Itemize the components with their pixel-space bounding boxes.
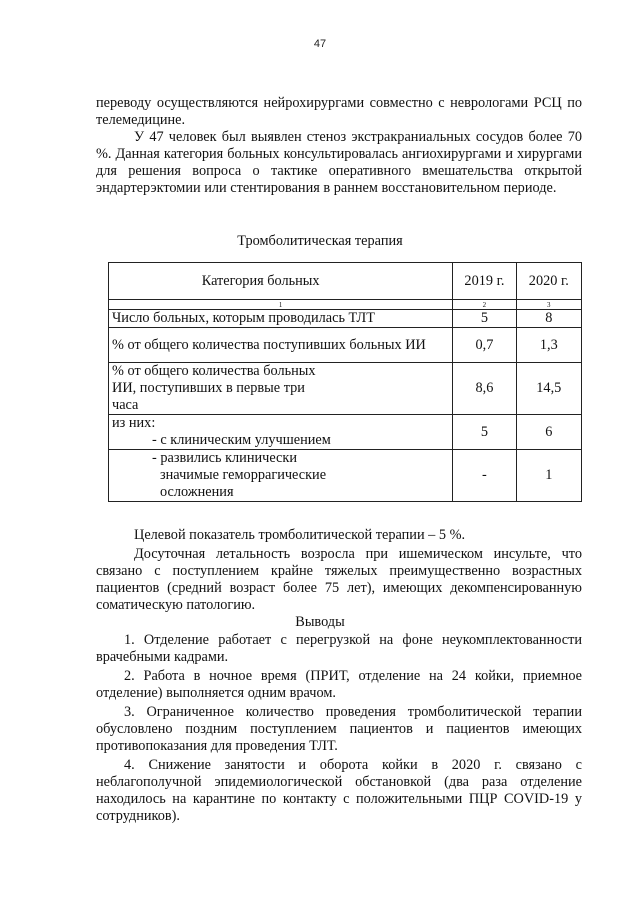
table-header-row — [109, 263, 582, 300]
row-label — [109, 363, 453, 415]
value-2019: 8,6 — [453, 363, 516, 415]
value-2020: 8 — [516, 310, 581, 328]
paragraph-mortality: Досуточная летальность возросла при ишемическом инсульте, что связано с поступлением крайне тяжелых преимущественно возрастных пациентов (средний возраст более 75 лет), имеющих декомпенсированную соматическую патологию. — [96, 546, 582, 613]
value-2020: 1 — [516, 450, 581, 502]
conclusion-item: 3. Ограниченное количество проведения тромболитической терапии обусловлено поздним поступлением пациентов и пациентов имеющих противопоказания для проведения ТЛТ. — [96, 704, 582, 754]
header-category: Категория больных — [109, 263, 453, 300]
conclusion-item: 1. Отделение работает с перегрузкой на фоне неукомплектованности врачебными кадрами. — [96, 632, 582, 665]
paragraph-stenosis: У 47 человек был выявлен стеноз экстракраниальных сосудов более 70 %. Данная категория больных консультировалась ангиохирургами и хирургами для решения вопроса о тактике оперативного вмешательства открытой эндартерэктомии или стентирования в раннем восстановительном периоде. — [96, 129, 582, 196]
table-row — [109, 310, 582, 328]
value-2019: 0,7 — [453, 328, 516, 363]
header-2020: 2020 г. — [516, 263, 581, 300]
conclusion-item: 2. Работа в ночное время (ПРИТ, отделение на 24 койки, приемное отделение) выполняется одним врачом. — [96, 668, 582, 701]
table-row — [109, 328, 582, 363]
conclusions-title: Выводы — [295, 614, 345, 630]
table-row — [109, 415, 582, 450]
row-label-line: ИИ, поступивших в первые три — [112, 380, 305, 396]
row-label — [109, 415, 453, 450]
row-label — [109, 450, 453, 502]
value-2019: - — [453, 450, 516, 502]
row-label-line: значимые геморрагические — [160, 467, 327, 483]
index-cell-2: 2 — [453, 300, 516, 310]
value-2020: 14,5 — [516, 363, 581, 415]
paragraph-neurosurgery: переводу осуществляются нейрохирургами совместно с неврологами РСЦ по телемедицине. — [96, 95, 582, 128]
index-cell-3: 3 — [516, 300, 581, 310]
value-2019: 5 — [453, 415, 516, 450]
table-title: Тромболитическая терапия — [237, 233, 403, 249]
index-cell-1: 1 — [109, 300, 453, 310]
value-2020: 6 — [516, 415, 581, 450]
table-row — [109, 363, 582, 415]
page-number: 47 — [313, 38, 327, 50]
thrombolytic-therapy-table — [108, 262, 582, 502]
row-label: Число больных, которым проводилась ТЛТ — [109, 310, 453, 328]
row-label-line: % от общего количества больных — [112, 363, 316, 379]
row-label-line: - с клиническим улучшением — [152, 432, 331, 448]
target-indicator: Целевой показатель тромболитической терапии – 5 %. — [134, 527, 466, 543]
row-label-line: из них: — [112, 415, 156, 431]
table-row — [109, 450, 582, 502]
value-2019: 5 — [453, 310, 516, 328]
value-2020: 1,3 — [516, 328, 581, 363]
table-index-row — [109, 300, 582, 310]
conclusion-item: 4. Снижение занятости и оборота койки в 2020 г. связано с неблагополучной эпидемиологической обстановкой (два раза отделение находилось на карантине по контакту с положительными ПЦР COVID-19 у сотрудников). — [96, 757, 582, 824]
row-label-line: часа — [112, 397, 139, 413]
header-2019: 2019 г. — [453, 263, 516, 300]
row-label-line: - развились клинически — [152, 450, 297, 466]
row-label-line: осложнения — [160, 484, 234, 500]
row-label: % от общего количества поступивших больных ИИ — [109, 328, 453, 363]
